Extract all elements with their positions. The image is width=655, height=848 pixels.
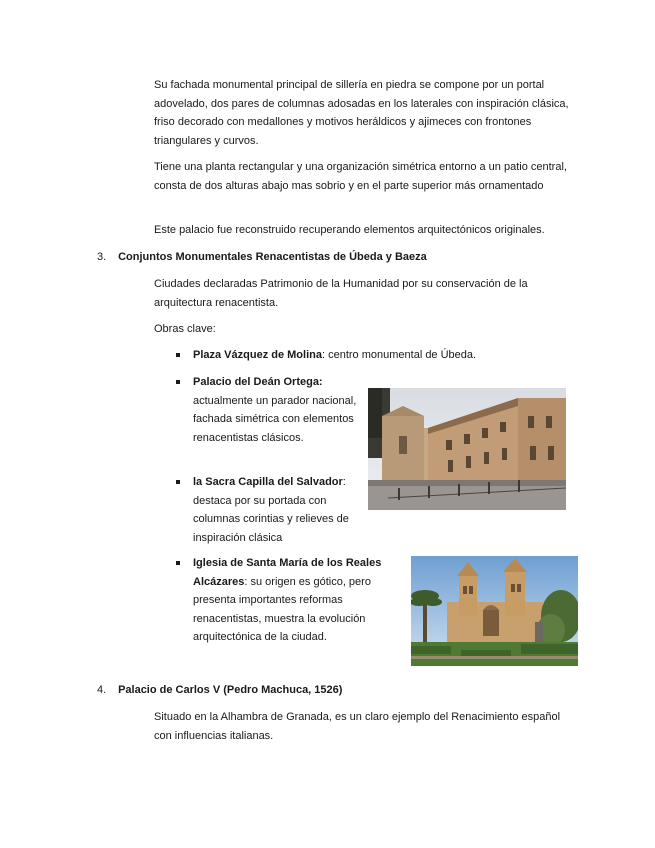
list-item-title: la Sacra Capilla del Salvador <box>193 476 343 488</box>
bullet-icon <box>176 561 180 565</box>
paragraph-ciudades-text: Ciudades declaradas Patrimonio de la Humanidad por su conservación de la arquitectura renacentista. <box>154 278 528 309</box>
list-item-text: : centro monumental de Úbeda. <box>321 349 477 361</box>
bullet-icon <box>176 380 180 384</box>
section-4-title: Palacio de Carlos V (Pedro Machuca, 1526) <box>118 684 343 696</box>
paragraph-palacio-carlos <box>154 708 564 745</box>
section-3-heading <box>97 248 427 266</box>
list-item-text: : destaca por su portada con columnas corintias y relieves de inspiración clásica <box>193 476 349 544</box>
obras-clave-text: Obras clave: <box>154 323 216 335</box>
paragraph-fachada-text: Su fachada monumental principal de sillería en piedra se compone por un portal adovelado, dos pares de columnas adosadas en los laterales con inspiración clásica, friso decorado con medallones y motivos heráldicos y ajimeces con frontones triangulares y curvos. <box>154 79 569 147</box>
obras-clave-label <box>154 320 216 339</box>
bullet-icon <box>176 353 180 357</box>
list-item-text: actualmente un parador nacional, fachada simétrica con elementos renacentistas clásicos. <box>193 394 357 444</box>
paragraph-planta <box>154 158 579 195</box>
palacio-dean-ortega-photo <box>368 388 566 510</box>
paragraph-reconstruido-text: Este palacio fue reconstruido recuperando elementos arquitectónicos originales. <box>154 224 545 236</box>
paragraph-palacio-carlos-text: Situado en la Alhambra de Granada, es un claro ejemplo del Renacimiento español con influencias italianas. <box>154 711 561 742</box>
section-3-number: 3. <box>97 251 107 263</box>
paragraph-ciudades <box>154 275 574 312</box>
list-item-text: : su origen es gótico, pero presenta importantes reformas renacentistas, muestra la evolución arquitectónica de la ciudad. <box>193 575 371 643</box>
paragraph-fachada <box>154 76 579 150</box>
list-item-title: Palacio del Deán Ortega: <box>193 376 323 388</box>
paragraph-reconstruido <box>154 221 594 240</box>
section-3-title: Conjuntos Monumentales Renacentistas de Úbeda y Baeza <box>118 251 427 263</box>
iglesia-santa-maria-photo <box>411 556 578 666</box>
section-4-number: 4. <box>97 684 107 696</box>
list-item-title: Plaza Vázquez de Molina <box>193 349 322 361</box>
list-item-title: Iglesia de Santa María de los Reales Alcázares <box>193 557 382 588</box>
paragraph-planta-text: Tiene una planta rectangular y una organización simétrica entorno a un patio central, consta de dos alturas abajo mas sobrio y en el parte superior más ornamentado <box>154 161 567 192</box>
bullet-icon <box>176 480 180 484</box>
section-4-heading <box>97 681 342 699</box>
